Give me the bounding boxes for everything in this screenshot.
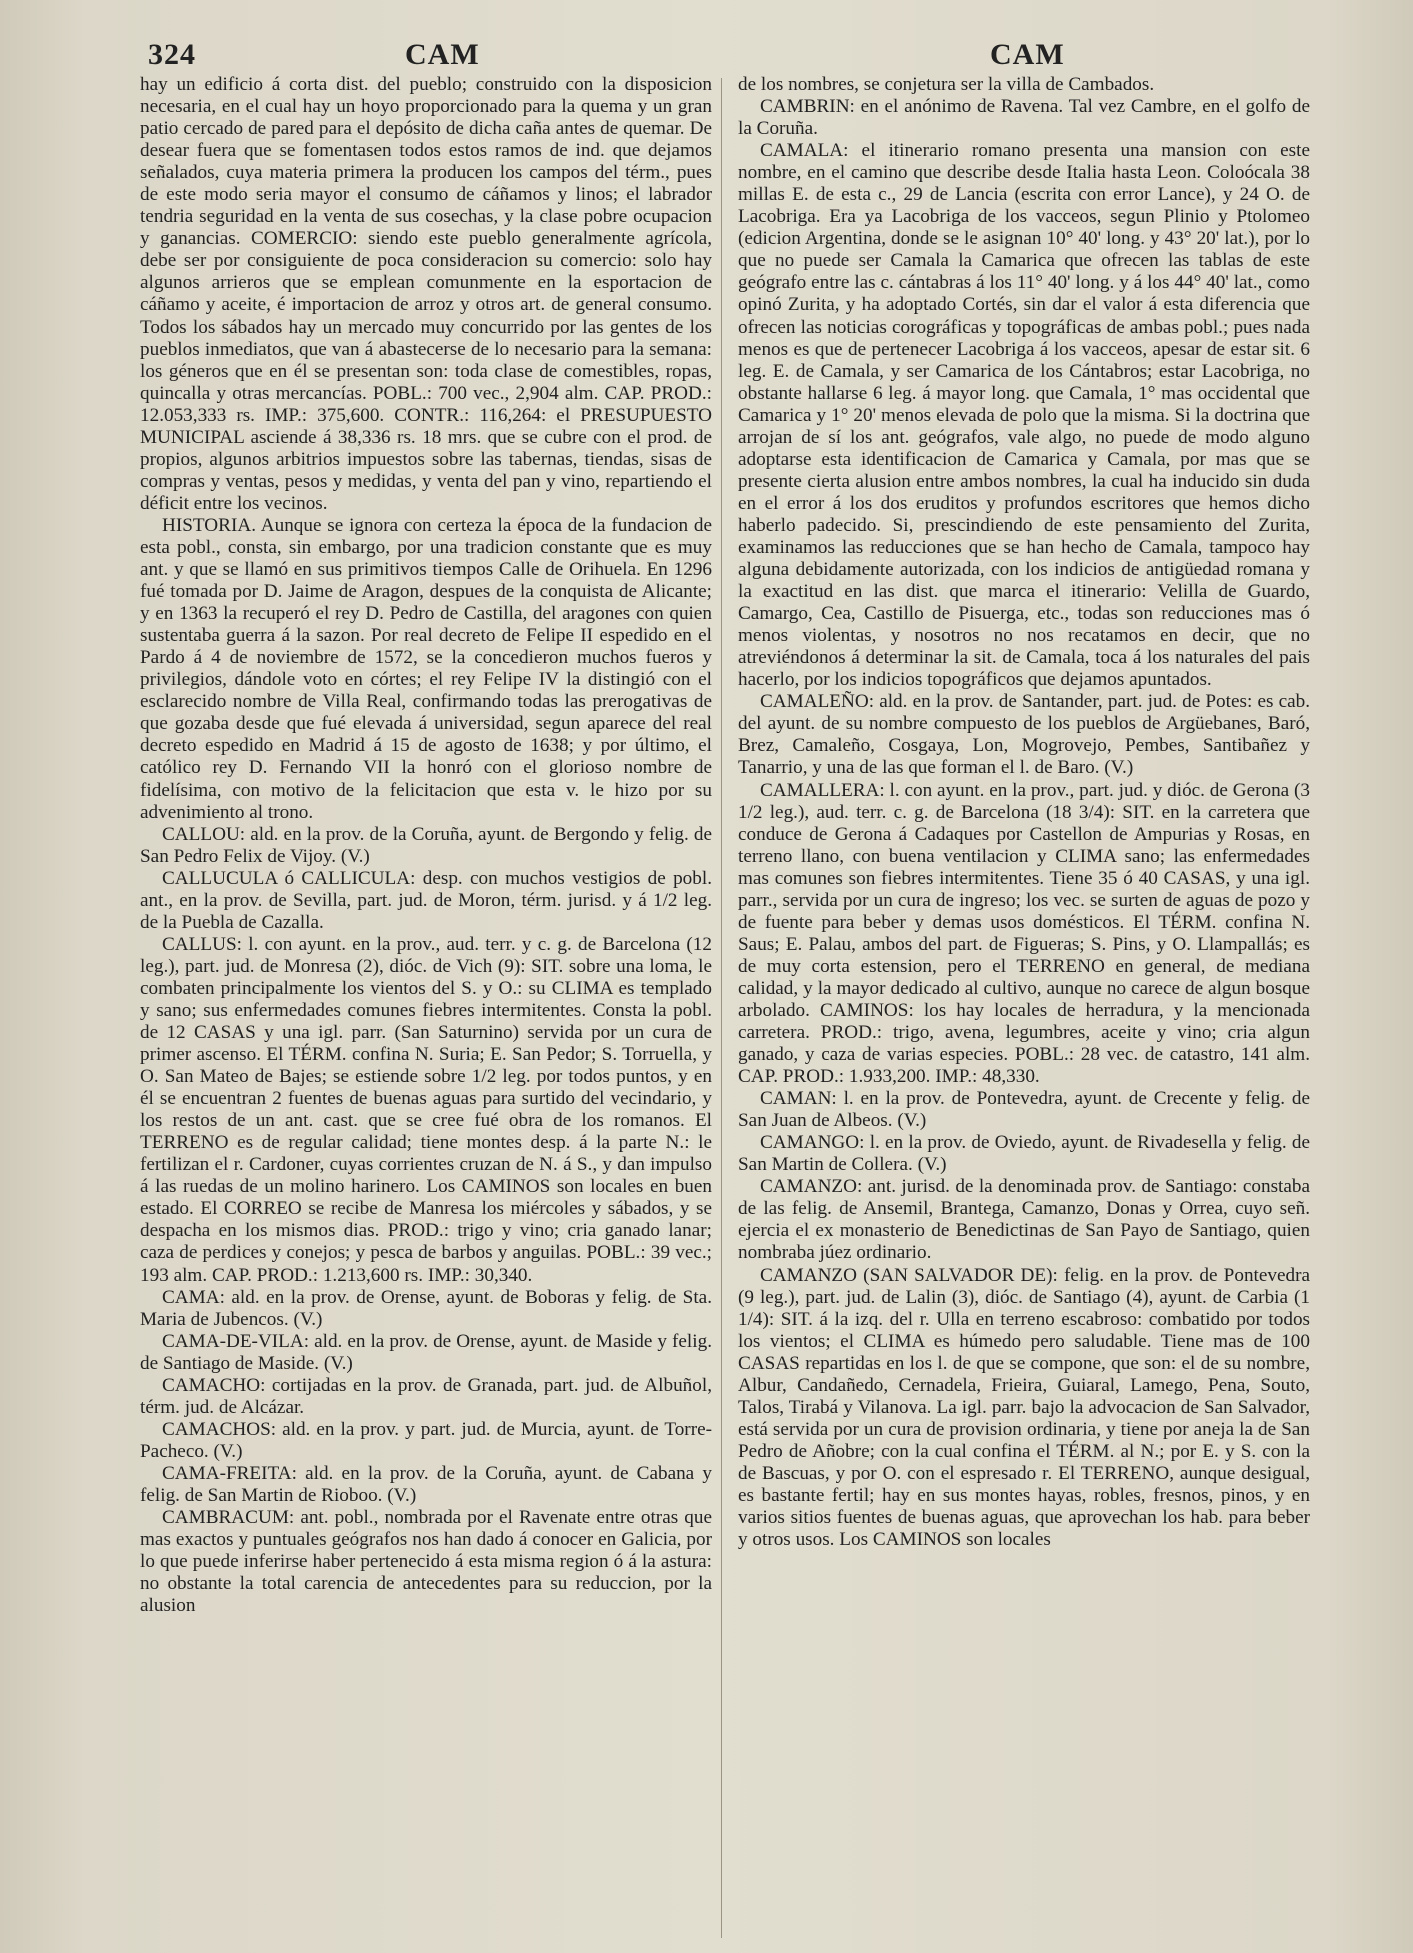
entry: CAMA: ald. en la prov. de Orense, ayunt. de Boboras y felig. de Sta. Maria de Jubencos. (V.) [140, 1286, 712, 1330]
entry: CAMBRIN: en el anónimo de Ravena. Tal vez Cambre, en el golfo de la Coruña. [738, 96, 1310, 140]
entry: CALLUCULA ó CALLICULA: desp. con muchos vestigios de pobl. ant., en la prov. de Sevilla, part. jud. de Moron, térm. jurisd. y á 1/2 leg. de la Puebla de Cazalla. [140, 867, 712, 933]
entry: CAMALLERA: l. con ayunt. en la prov., part. jud. y dióc. de Gerona (3 1/2 leg.), aud. terr. c. g. de Barcelona (18 3/4): SIT. en la carretera que conduce de Gerona á Cadaques por Castellon de Ampurias y Rosas, en terreno llano, con buena ventilacion y CLIMA sano; las enfermedades mas comunes son fiebres intermitentes. Tiene 35 ó 40 CASAS, y una igl. parr., servida por un cura de ingreso; los vec. se surten de aguas de pozo y de fuente para beber y demas usos domésticos. El TÉRM. confina N. Saus; E. Palau, ambos del part. de Figueras; S. Pins, y O. Llampallás; es de muy corta estension, pero el TERRENO en general, de mediana calidad, y la mayor dedicado al cultivo, aunque no carece de algun bosque arbolado. CAMINOS: los hay locales de herradura, y la mencionada carretera. PROD.: trigo, avena, legumbres, aceite y vino; cria algun ganado, y caza de varias especies. POBL.: 28 vec. de catastro, 141 alm. CAP. PROD.: 1.933,200. IMP.: 48,330. [738, 779, 1310, 1088]
paragraph: HISTORIA. Aunque se ignora con certeza la época de la fundacion de esta pobl., consta, sin embargo, por una tradicion constante que es muy ant. y que se llamó en sus primitivos tiempos Calle de Orihuela. En 1296 fué tomada por D. Jaime de Aragon, despues de la conquista de Alicante; y en 1363 la recuperó el rey D. Pedro de Castilla, del aragones con quien sustentaba guerra á la sazon. Por real decreto de Felipe II espedido en el Pardo á 4 de noviembre de 1572, se la concedieron muchos fueros y privilegios, dándole voto en córtes; el rey Felipe IV la distingió con el esclarecido nombre de Villa Real, confirmando todas las prerogativas de que gozaba desde que fué elevada á universidad, segun aparece del real decreto espedido en Madrid á 15 de agosto de 1638; y por último, el católico rey D. Fernando VII la honró con el glorioso nombre de fidelísima, con motivo de la felicitacion que esta v. le hizo por su advenimiento al trono. [140, 514, 712, 823]
left-column [140, 74, 712, 1942]
column-divider [721, 78, 722, 1938]
right-column [738, 74, 1310, 1942]
entry: CALLUS: l. con ayunt. en la prov., aud. terr. y c. g. de Barcelona (12 leg.), part. jud. de Monresa (2), dióc. de Vich (9): SIT. sobre una loma, le combaten principalmente los vientos del S. y O.: su CLIMA es templado y sano; sus enfermedades comunes fiebres intermitentes. Consta la pobl. de 12 CASAS y una igl. parr. (San Saturnino) servida por un cura de primer ascenso. El TÉRM. confina N. Suria; E. San Pedor; S. Torruella, y O. San Mateo de Bajes; se estiende sobre 1/2 leg. por todos puntos, y en él se encuentran 2 fuentes de buenas aguas para surtido del vecindario, y los restos de un ant. cast. que se cree fué obra de los romanos. El TERRENO es de regular calidad; tiene montes desp. á la parte N.: le fertilizan el r. Cardoner, cuyas corrientes cruzan de N. á S., y dan impulso á las ruedas de un molino harinero. Los CAMINOS son locales en buen estado. El CORREO se recibe de Manresa los miércoles y sábados, y se despacha en los mismos dias. PROD.: trigo y vino; cria ganado lanar; caza de perdices y conejos; y pesca de barbos y anguilas. POBL.: 39 vec.; 193 alm. CAP. PROD.: 1.213,600 rs. IMP.: 30,340. [140, 933, 712, 1286]
entry: CAMANZO: ant. jurisd. de la denominada prov. de Santiago: constaba de las felig. de Ansemil, Brantega, Camanzo, Donas y Orrea, cuyo señ. ejercia el ex monasterio de Benedictinas de San Payo de Santiago, quien nombraba júez ordinario. [738, 1176, 1310, 1264]
entry: CALLOU: ald. en la prov. de la Coruña, ayunt. de Bergondo y felig. de San Pedro Felix de Vijoy. (V.) [140, 823, 712, 867]
entry: CAMA-DE-VILA: ald. en la prov. de Orense, ayunt. de Maside y felig. de Santiago de Maside. (V.) [140, 1330, 712, 1374]
entry: CAMBRACUM: ant. pobl., nombrada por el Ravenate entre otras que mas exactos y puntuales geógrafos nos han dado á conocer en Galicia, por lo que puede inferirse haber pertenecido á esta misma region ó á la astura: no obstante la total carencia de antecedentes para su reduccion, por la alusion [140, 1507, 712, 1617]
page-number: 324 [148, 38, 196, 71]
entry: CAMAN: l. en la prov. de Pontevedra, ayunt. de Crecente y felig. de San Juan de Albeos. (V.) [738, 1088, 1310, 1132]
running-head-right: CAM [990, 38, 1065, 71]
entry: CAMANGO: l. en la prov. de Oviedo, ayunt. de Rivadesella y felig. de San Martin de Collera. (V.) [738, 1132, 1310, 1176]
paragraph: hay un edificio á corta dist. del pueblo; construido con la disposicion necesaria, en el cual hay un hoyo proporcionado para la quema y un gran patio cercado de pared para el depósito de dicha caña antes de quemar. De desear fuera que se fomentasen todos estos ramos de ind. que dejamos señalados, cuya materia primera la producen los campos del térm., pues de este modo seria mayor el consumo de cáñamos y linos; el labrador tendria seguridad en la venta de sus cosechas, y la clase pobre ocupacion y ganancias. COMERCIO: siendo este pueblo generalmente agrícola, debe ser por consiguiente de poca consideracion su comercio: solo hay algunos arrieros que se emplean comunmente en la esportacion de cáñamo y aceite, é importacion de arroz y otros art. de general consumo. Todos los sábados hay un mercado muy concurrido por las gentes de los pueblos inmediatos, que van á abastecerse de lo necesario para la semana: los géneros que en él se presentan son: toda clase de comestibles, ropas, quincalla y otras mercancías. POBL.: 700 vec., 2,904 alm. CAP. PROD.: 12.053,333 rs. IMP.: 375,600. CONTR.: 116,264: el PRESUPUESTO MUNICIPAL asciende á 38,336 rs. 18 mrs. que se cubre con el prod. de propios, algunos arbitrios impuestos sobre las tabernas, tiendas, sisas de compras y ventas, pesos y medidas, y venta del pan y vino, repartiendo el déficit entre los vecinos. [140, 74, 712, 514]
entry: CAMALEÑO: ald. en la prov. de Santander, part. jud. de Potes: es cab. del ayunt. de su nombre compuesto de los pueblos de Argüebanes, Baró, Brez, Camaleño, Cosgaya, Lon, Mogrovejo, Pembes, Santibañez y Tanarrio, y una de las que forman el l. de Baro. (V.) [738, 691, 1310, 779]
running-head-left: CAM [405, 38, 480, 71]
entry: CAMANZO (SAN SALVADOR DE): felig. en la prov. de Pontevedra (9 leg.), part. jud. de Lalin (3), dióc. de Santiago (4), ayunt. de Carbia (1 1/4): SIT. á la izq. del r. Ulla en terreno escabroso: combatido por todos los vientos; el CLIMA es húmedo pero saludable. Tiene mas de 100 CASAS repartidas en los l. de que se compone, que son: el de su nombre, Albur, Candañedo, Cernadela, Frieira, Guiaral, Lamego, Pena, Souto, Talos, Tirabá y Vilanova. La igl. parr. bajo la advocacion de San Salvador, está servida por un cura de provision ordinaria, y tiene por aneja la de San Pedro de Añobre; con la cual confina el TÉRM. al N.; por E. y S. con la de Bascuas, y por O. con el espresado r. El TERRENO, aunque desigual, es bastante fertil; hay en sus montes hayas, robles, fresnos, pinos, y en varios sitios fuentes de buenas aguas, que aprovechan los hab. para beber y otros usos. Los CAMINOS son locales [738, 1264, 1310, 1551]
paragraph: de los nombres, se conjetura ser la villa de Cambados. [738, 74, 1155, 95]
entry: CAMACHO: cortijadas en la prov. de Granada, part. jud. de Albuñol, térm. jud. de Alcázar. [140, 1374, 712, 1418]
entry: CAMALA: el itinerario romano presenta una mansion con este nombre, en el camino que describe desde Italia hasta Leon. Coloócala 38 millas E. de esta c., 29 de Lancia (escrita con error Lance), y 24 O. de Lacobriga. Era ya Lacobriga de los vacceos, segun Plinio y Ptolomeo (edicion Argentina, donde se le asignan 10° 40' long. y 43° 20' lat.), por lo que no puede ser Camala la Camarica que ofrecen las tablas de este geógrafo entre las c. cántabras á los 11° 40' long. y á los 44° 40' lat., como opinó Zurita, y ha adoptado Cortés, sin dar el valor á esta diferencia que ofrecen las noticias corográficas y topográficas de ambas pobl.; pues nada menos es que de pertenecer Lacobriga á los vacceos, apesar de estar sit. 6 leg. E. de Camala, y ser Camarica de los Cántabros; estar Lacobriga, no obstante hallarse 6 leg. á mayor long. que Camala, 1° mas occidental que Camarica y 1° 20' menos elevada de polo que la misma. Si la doctrina que arrojan de sí los ant. geógrafos, vale algo, no puede de modo alguno adoptarse esta identificacion de Camarica y Camala, por mas que se presente cierta alusion entre ambos nombres, la cual ha inducido sin duda en el error á los dos eruditos y profundos escritores que hemos dicho haberlo padecido. Si, prescindiendo de este pensamiento del Zurita, examinamos las reducciones que se han hecho de Camala, tampoco hay alguna debidamente autorizada, con los indicios de antigüedad romana y la exactitud en las dist. que marca el itinerario: Velilla de Guardo, Camargo, Cea, Castillo de Pisuerga, etc., todas son reducciones mas ó menos violentas, y nosotros no nos recatamos en decir, que no atreviéndonos á determinar la sit. de Camala, toca á los naturales del pais hacerlo, por los indicios topográficos que dejamos apuntados. [738, 140, 1310, 691]
entry: CAMACHOS: ald. en la prov. y part. jud. de Murcia, ayunt. de Torre-Pacheco. (V.) [140, 1418, 712, 1462]
entry: CAMA-FREITA: ald. en la prov. de la Coruña, ayunt. de Cabana y felig. de San Martin de Rioboo. (V.) [140, 1462, 712, 1506]
